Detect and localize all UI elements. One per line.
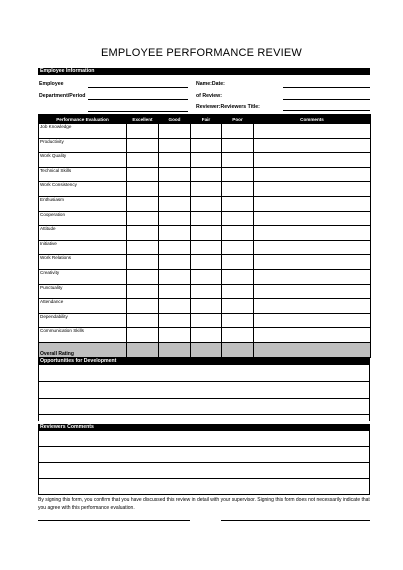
rating-cell[interactable]	[159, 153, 191, 168]
rating-cell[interactable]	[191, 342, 222, 357]
table-row	[39, 153, 371, 168]
rating-cell[interactable]	[127, 226, 159, 241]
table-header-row	[39, 115, 371, 124]
table-row	[39, 196, 371, 211]
development-header: Opportunities for Development	[38, 358, 370, 365]
rating-cell[interactable]	[191, 240, 222, 255]
rating-cell[interactable]	[127, 240, 159, 255]
rating-cell[interactable]	[127, 124, 159, 139]
rating-cell[interactable]	[191, 211, 222, 226]
rating-cell[interactable]	[127, 313, 159, 328]
rating-cell[interactable]	[127, 167, 159, 182]
employee-field[interactable]	[88, 87, 188, 88]
date-field[interactable]	[283, 87, 370, 88]
criterion-label: Work Consistency	[39, 182, 127, 197]
criterion-label: Work Quality	[39, 153, 127, 168]
column-header: Performance Evaluation	[39, 115, 127, 124]
column-header: Poor	[222, 115, 254, 124]
rating-cell[interactable]	[191, 226, 222, 241]
rating-cell[interactable]	[127, 211, 159, 226]
rating-cell[interactable]	[222, 240, 254, 255]
table-row	[39, 284, 371, 299]
name-date-label: Name:Date:	[196, 81, 225, 87]
rating-cell[interactable]	[191, 167, 222, 182]
comments-cell[interactable]	[254, 211, 371, 226]
rating-cell[interactable]	[191, 153, 222, 168]
rating-cell[interactable]	[222, 167, 254, 182]
rating-cell[interactable]	[159, 138, 191, 153]
table-row	[39, 299, 371, 314]
comments-cell[interactable]	[254, 255, 371, 270]
rating-cell[interactable]	[191, 284, 222, 299]
overall-rating-label: Overall Rating	[39, 342, 127, 357]
rating-cell[interactable]	[159, 342, 191, 357]
criterion-label: Attendance	[39, 299, 127, 314]
rating-cell[interactable]	[191, 269, 222, 284]
performance-evaluation-table	[38, 114, 371, 358]
rating-cell[interactable]	[159, 167, 191, 182]
page-title: EMPLOYEE PERFORMANCE REVIEW	[101, 47, 302, 59]
development-line[interactable]	[39, 399, 369, 415]
table-row	[39, 124, 371, 139]
criterion-label: Work Relations	[39, 255, 127, 270]
criterion-label: Attitude	[39, 226, 127, 241]
table-row	[39, 226, 371, 241]
employee-signature-line[interactable]	[38, 520, 190, 521]
rating-cell[interactable]	[222, 269, 254, 284]
rating-cell[interactable]	[127, 299, 159, 314]
rating-cell[interactable]	[159, 328, 191, 343]
column-header: Good	[159, 115, 191, 124]
rating-cell[interactable]	[159, 124, 191, 139]
criterion-label: Initiative	[39, 240, 127, 255]
rating-cell[interactable]	[127, 269, 159, 284]
rating-cell[interactable]	[159, 255, 191, 270]
rating-cell[interactable]	[222, 284, 254, 299]
reviewer-title-field[interactable]	[283, 110, 370, 111]
comments-cell[interactable]	[254, 240, 371, 255]
development-line[interactable]	[39, 365, 369, 382]
comments-cell[interactable]	[254, 226, 371, 241]
column-header: Excellent	[127, 115, 159, 124]
criterion-label: Creativity	[39, 269, 127, 284]
table-row	[39, 328, 371, 343]
rating-cell[interactable]	[127, 284, 159, 299]
rating-cell[interactable]	[191, 255, 222, 270]
criterion-label: Punctuality	[39, 284, 127, 299]
table-row	[39, 255, 371, 270]
rating-cell[interactable]	[222, 328, 254, 343]
rating-cell[interactable]	[191, 299, 222, 314]
rating-cell[interactable]	[127, 153, 159, 168]
comments-cell[interactable]	[254, 153, 371, 168]
reviewer-comments-box[interactable]	[38, 431, 370, 495]
criterion-label: Cooperation	[39, 211, 127, 226]
development-line[interactable]	[39, 382, 369, 399]
criterion-label: Productivity	[39, 138, 127, 153]
comments-line[interactable]	[39, 447, 369, 463]
rating-cell[interactable]	[222, 196, 254, 211]
rating-cell[interactable]	[159, 182, 191, 197]
table-row	[39, 269, 371, 284]
rating-cell[interactable]	[191, 182, 222, 197]
development-box[interactable]	[38, 365, 370, 421]
comments-cell[interactable]	[254, 124, 371, 139]
review-date-field[interactable]	[283, 99, 370, 100]
comments-cell[interactable]	[254, 196, 371, 211]
rating-cell[interactable]	[127, 138, 159, 153]
department-field[interactable]	[88, 99, 188, 100]
rating-cell[interactable]	[222, 313, 254, 328]
rating-cell[interactable]	[159, 313, 191, 328]
rating-cell[interactable]	[159, 196, 191, 211]
comments-cell[interactable]	[254, 313, 371, 328]
reviewer-comments-header: Reviewers Comments	[38, 424, 370, 431]
rating-cell[interactable]	[222, 153, 254, 168]
rating-cell[interactable]	[127, 196, 159, 211]
overall-rating-row	[39, 342, 371, 357]
signature-disclaimer: By signing this form, you confirm that you have discussed this review in detail with your supervisor. Signing this form does not necessarily indicate that you agree with this performance evaluation.	[38, 497, 370, 511]
criterion-label: Enthusiasm	[39, 196, 127, 211]
rating-cell[interactable]	[222, 124, 254, 139]
rating-cell[interactable]	[127, 342, 159, 357]
table-row	[39, 138, 371, 153]
rating-cell[interactable]	[191, 138, 222, 153]
comments-cell[interactable]	[254, 299, 371, 314]
reviewer-signature-line[interactable]	[221, 520, 370, 521]
rating-cell[interactable]	[191, 196, 222, 211]
rating-cell[interactable]	[222, 255, 254, 270]
comments-cell[interactable]	[254, 342, 371, 357]
department-label: Department/Period	[39, 93, 86, 99]
rating-cell[interactable]	[159, 299, 191, 314]
period-field[interactable]	[88, 111, 188, 112]
rating-cell[interactable]	[222, 342, 254, 357]
table-row	[39, 211, 371, 226]
employee-label: Employee	[39, 81, 64, 87]
criterion-label: Technical Skills	[39, 167, 127, 182]
reviewer-label: Reviewer:Reviewers Title:	[196, 104, 260, 110]
employee-info-header: Employee Information	[38, 68, 370, 75]
rating-cell[interactable]	[222, 211, 254, 226]
rating-cell[interactable]	[191, 328, 222, 343]
criterion-label: Job Knowledge	[39, 124, 127, 139]
column-header: Comments	[254, 115, 371, 124]
table-row	[39, 182, 371, 197]
comments-line[interactable]	[39, 463, 369, 479]
comments-line[interactable]	[39, 431, 369, 447]
of-review-label: of Review:	[196, 93, 222, 99]
rating-cell[interactable]	[222, 299, 254, 314]
rating-cell[interactable]	[159, 284, 191, 299]
criterion-label: Communication Skills	[39, 328, 127, 343]
table-row	[39, 313, 371, 328]
comments-cell[interactable]	[254, 167, 371, 182]
rating-cell[interactable]	[159, 240, 191, 255]
rating-cell[interactable]	[127, 328, 159, 343]
rating-cell[interactable]	[159, 269, 191, 284]
table-row	[39, 167, 371, 182]
rating-cell[interactable]	[159, 226, 191, 241]
rating-cell[interactable]	[159, 211, 191, 226]
comments-cell[interactable]	[254, 182, 371, 197]
comments-cell[interactable]	[254, 284, 371, 299]
rating-cell[interactable]	[222, 182, 254, 197]
comments-cell[interactable]	[254, 328, 371, 343]
rating-cell[interactable]	[222, 226, 254, 241]
criterion-label: Dependability	[39, 313, 127, 328]
rating-cell[interactable]	[222, 138, 254, 153]
rating-cell[interactable]	[127, 255, 159, 270]
comments-cell[interactable]	[254, 269, 371, 284]
table-row	[39, 240, 371, 255]
rating-cell[interactable]	[127, 182, 159, 197]
rating-cell[interactable]	[191, 124, 222, 139]
column-header: Fair	[191, 115, 222, 124]
comments-line[interactable]	[39, 479, 369, 495]
rating-cell[interactable]	[191, 313, 222, 328]
comments-cell[interactable]	[254, 138, 371, 153]
